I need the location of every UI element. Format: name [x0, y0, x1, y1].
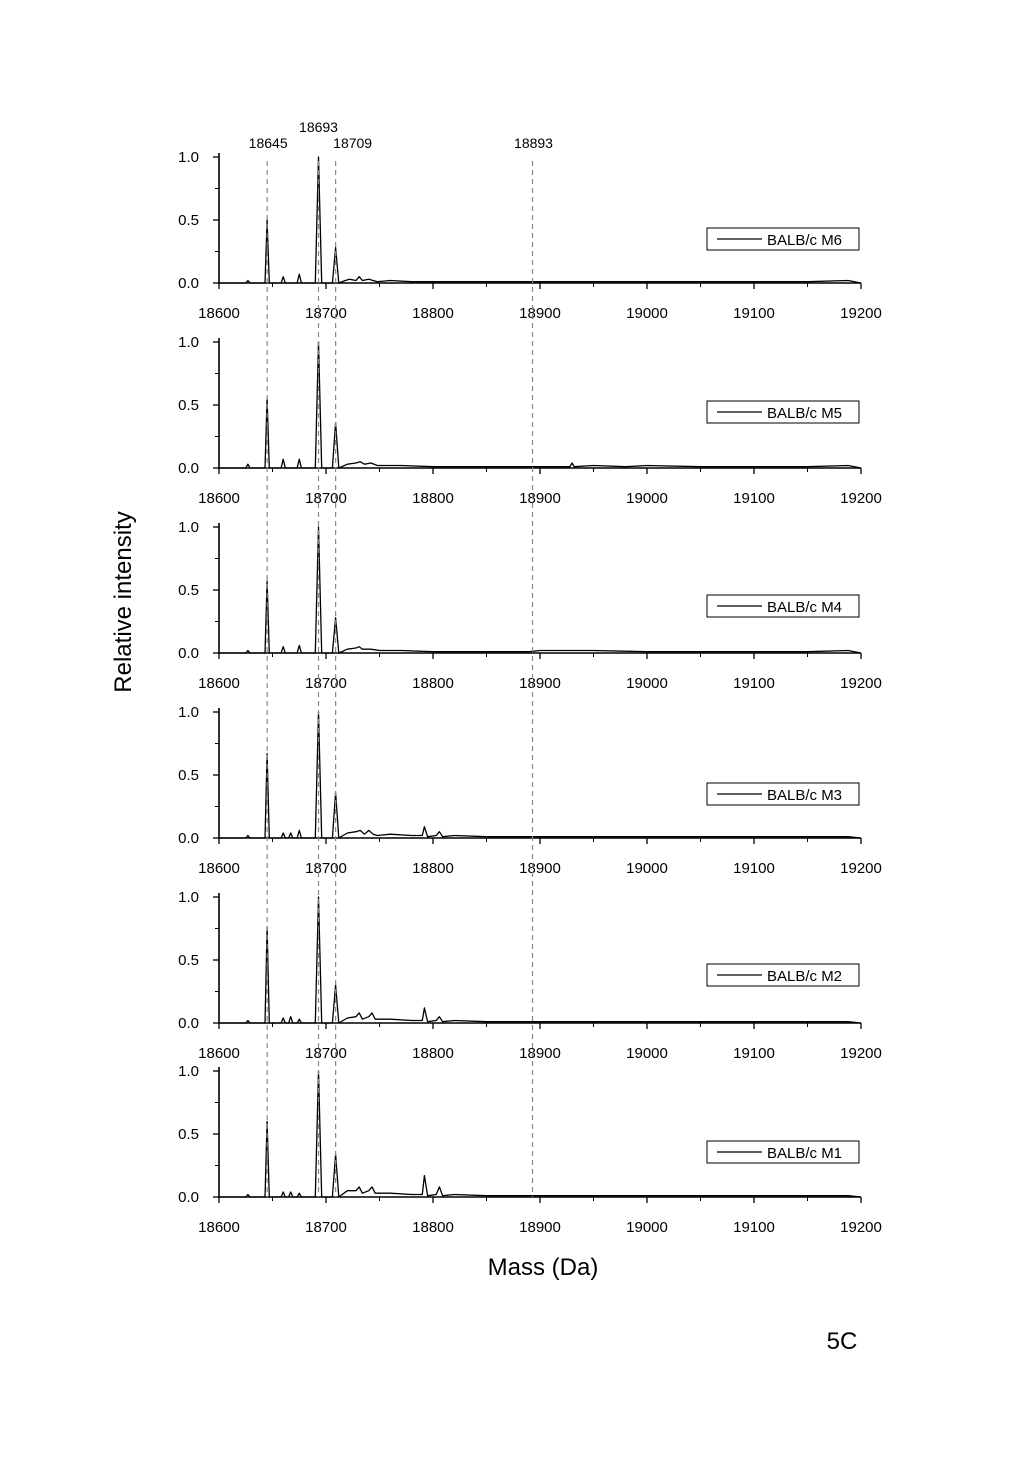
x-tick-label: 18600 [198, 490, 240, 507]
spectrum-series-line [219, 157, 861, 283]
y-tick-label: 0.5 [178, 212, 199, 229]
x-tick-label: 18900 [519, 1219, 561, 1236]
y-tick-label: 1.0 [178, 334, 199, 351]
x-tick-label: 18700 [305, 490, 347, 507]
x-tick-label: 19200 [840, 675, 882, 692]
x-tick-label: 19000 [626, 305, 668, 322]
reference-mass-label: 18645 [248, 135, 288, 151]
x-tick-label: 18700 [305, 675, 347, 692]
reference-mass-label: 18709 [333, 135, 373, 151]
legend [707, 964, 859, 986]
spectrum-series-line [219, 527, 861, 653]
figure-panel-label: 5C [826, 1328, 858, 1355]
reference-mass-label: 18693 [299, 119, 338, 135]
y-tick-label: 0.0 [178, 1015, 199, 1032]
reference-mass-label: 18893 [514, 135, 553, 151]
spectrum-panel [178, 149, 882, 322]
x-tick-label: 19000 [626, 1045, 668, 1062]
x-tick-label: 19100 [733, 675, 775, 692]
legend-entry-label: BALB/c M6 [767, 232, 843, 249]
x-tick-label: 18700 [305, 1045, 347, 1062]
legend-entry-label: BALB/c M2 [767, 968, 843, 985]
y-axis-title: Relative intensity [110, 511, 137, 693]
x-tick-label: 18700 [305, 860, 347, 877]
x-tick-label: 19000 [626, 490, 668, 507]
y-tick-label: 0.0 [178, 645, 199, 662]
y-tick-label: 1.0 [178, 1063, 199, 1080]
x-tick-label: 19000 [626, 1219, 668, 1236]
x-tick-label: 19100 [733, 1045, 775, 1062]
y-tick-label: 0.0 [178, 460, 199, 477]
spectrum-panel [178, 1063, 882, 1236]
x-tick-label: 18800 [412, 675, 454, 692]
x-axis-title: Mass (Da) [487, 1254, 599, 1281]
y-tick-label: 0.5 [178, 952, 199, 969]
x-tick-label: 18900 [519, 675, 561, 692]
y-tick-label: 1.0 [178, 889, 199, 906]
y-tick-label: 1.0 [178, 149, 199, 166]
x-tick-label: 19100 [733, 490, 775, 507]
y-tick-label: 0.0 [178, 1189, 199, 1206]
x-tick-label: 19200 [840, 490, 882, 507]
x-tick-label: 18900 [519, 860, 561, 877]
y-tick-label: 0.0 [178, 275, 199, 292]
legend [707, 1141, 859, 1163]
x-tick-label: 18900 [519, 490, 561, 507]
reference-mass-labels [249, 119, 554, 151]
legend [707, 783, 859, 805]
x-tick-label: 18900 [519, 1045, 561, 1062]
x-tick-label: 18700 [305, 1219, 347, 1236]
x-tick-label: 19100 [733, 305, 775, 322]
y-tick-label: 1.0 [178, 519, 199, 536]
x-tick-label: 19200 [840, 1219, 882, 1236]
x-tick-label: 18800 [412, 1045, 454, 1062]
x-tick-label: 19000 [626, 860, 668, 877]
spectrum-panel [178, 519, 882, 692]
x-tick-label: 19200 [840, 1045, 882, 1062]
x-tick-label: 19000 [626, 675, 668, 692]
x-tick-label: 19200 [840, 305, 882, 322]
spectrum-panel [178, 889, 882, 1062]
x-tick-label: 18700 [305, 305, 347, 322]
legend [707, 401, 859, 423]
y-tick-label: 0.0 [178, 830, 199, 847]
legend-entry-label: BALB/c M1 [767, 1145, 843, 1162]
y-tick-label: 0.5 [178, 582, 199, 599]
legend [707, 228, 859, 250]
x-tick-label: 19100 [733, 860, 775, 877]
spectrum-panel [178, 704, 882, 877]
legend-entry-label: BALB/c M4 [767, 599, 843, 616]
spectrum-series-line [219, 1071, 861, 1197]
x-tick-label: 19100 [733, 1219, 775, 1236]
spectra-panels [178, 149, 882, 1236]
x-tick-label: 18600 [198, 1219, 240, 1236]
y-tick-label: 1.0 [178, 704, 199, 721]
spectrum-series-line [219, 897, 861, 1023]
spectrum-panel [178, 334, 882, 507]
legend [707, 595, 859, 617]
x-tick-label: 18800 [412, 490, 454, 507]
x-tick-label: 18600 [198, 1045, 240, 1062]
x-tick-label: 18800 [412, 860, 454, 877]
x-tick-label: 18800 [412, 305, 454, 322]
x-tick-label: 19200 [840, 860, 882, 877]
legend-entry-label: BALB/c M5 [767, 405, 843, 422]
y-tick-label: 0.5 [178, 767, 199, 784]
x-tick-label: 18600 [198, 305, 240, 322]
x-tick-label: 18600 [198, 860, 240, 877]
spectrum-series-line [219, 712, 861, 838]
y-tick-label: 0.5 [178, 1126, 199, 1143]
x-tick-label: 18600 [198, 675, 240, 692]
legend-entry-label: BALB/c M3 [767, 787, 843, 804]
x-tick-label: 18900 [519, 305, 561, 322]
y-tick-label: 0.5 [178, 397, 199, 414]
x-tick-label: 18800 [412, 1219, 454, 1236]
